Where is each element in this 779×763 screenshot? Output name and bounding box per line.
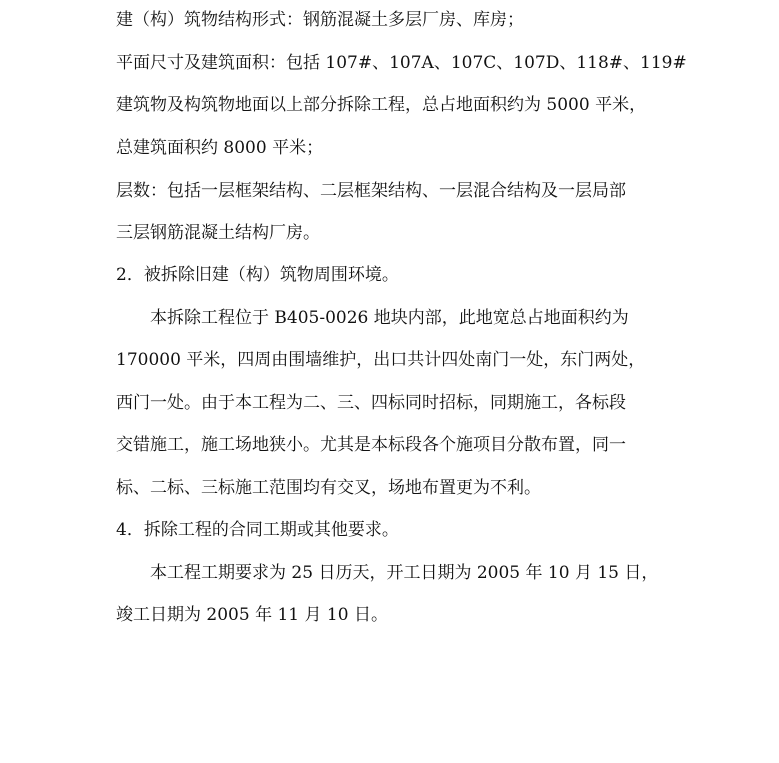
text-line-schedule: 本工程工期要求为 25 日历天，开工日期为 2005 年 10 月 15 日， xyxy=(150,563,659,583)
text-line-site-constraint: 交错施工，施工场地狭小。尤其是本标段各个施项目分散布置，同一 xyxy=(116,435,626,455)
text-line-floors-cont: 三层钢筋混凝土结构厂房。 xyxy=(116,223,320,243)
text-line-overlap: 标、二标、三标施工范围均有交叉，场地布置更为不利。 xyxy=(116,478,541,498)
text-line-structure-form: 建（构）筑物结构形式：钢筋混凝土多层厂房、库房； xyxy=(116,10,524,30)
text-line-demolition-scope: 建筑物及构筑物地面以上部分拆除工程，总占地面积约为 5000 平米， xyxy=(116,95,647,115)
text-line-floors: 层数：包括一层框架结构、二层框架结构、一层混合结构及一层局部 xyxy=(116,181,626,201)
text-line-completion-date: 竣工日期为 2005 年 11 月 10 日。 xyxy=(116,605,388,625)
heading-surroundings: 2．被拆除旧建（构）筑物周围环境。 xyxy=(116,265,399,285)
heading-contract-period: 4．拆除工程的合同工期或其他要求。 xyxy=(116,520,399,540)
text-line-plan-size: 平面尺寸及建筑面积：包括 107#、107A、107C、107D、118#、119# xyxy=(116,53,687,73)
text-line-total-area: 总建筑面积约 8000 平米； xyxy=(116,138,324,158)
text-line-site-area: 170000 平米，四周由围墙维护，出口共计四处南门一处，东门两处， xyxy=(116,350,646,370)
text-line-tendering: 西门一处。由于本工程为二、三、四标同时招标，同期施工，各标段 xyxy=(116,393,626,413)
text-line-location: 本拆除工程位于 B405-0026 地块内部，此地宽总占地面积约为 xyxy=(150,308,629,328)
